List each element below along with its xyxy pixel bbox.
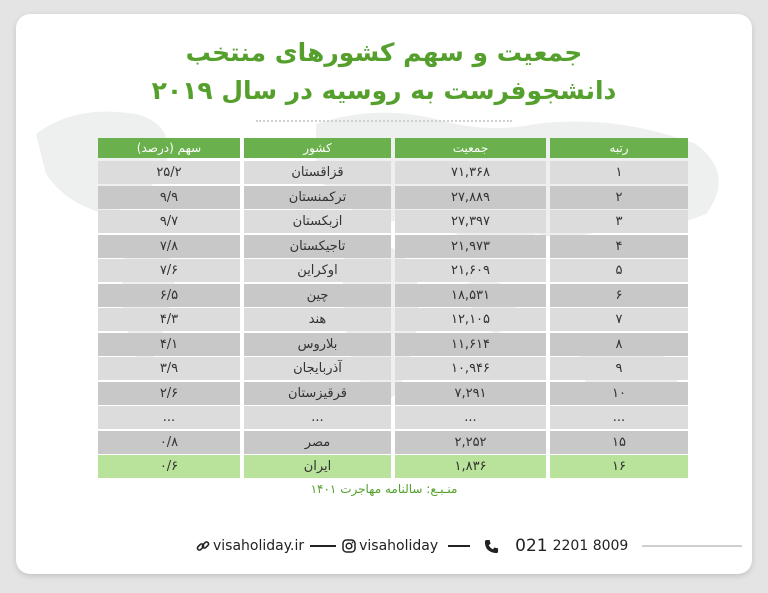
rank-cell: ۳ xyxy=(550,210,688,233)
population-cell: ۱۰,۹۴۶ xyxy=(395,357,546,380)
population-cell: ۱,۸۳۶ xyxy=(395,455,546,478)
data-table xyxy=(98,138,688,480)
table-row xyxy=(98,259,688,282)
footer-divider xyxy=(642,545,742,547)
share-cell: ۴/۱ xyxy=(98,333,240,356)
rank-cell: ... xyxy=(550,406,688,429)
website-link[interactable]: visaholiday.ir xyxy=(213,538,305,554)
population-cell: ۱۲,۱۰۵ xyxy=(395,308,546,331)
rank-cell: ۹ xyxy=(550,357,688,380)
table-body xyxy=(98,161,688,478)
contact-footer xyxy=(16,534,752,558)
rank-cell: ۷ xyxy=(550,308,688,331)
population-cell: ۷,۲۹۱ xyxy=(395,382,546,405)
country-cell: تاجیکستان xyxy=(244,235,391,258)
share-cell: ۹/۷ xyxy=(98,210,240,233)
title-divider xyxy=(256,120,512,122)
share-cell: ۰/۶ xyxy=(98,455,240,478)
table-row xyxy=(98,186,688,209)
table-row xyxy=(98,382,688,405)
rank-cell: ۶ xyxy=(550,284,688,307)
population-cell: ۱۸,۵۳۱ xyxy=(395,284,546,307)
country-cell: آذربایجان xyxy=(244,357,391,380)
population-cell: ۱۱,۶۱۴ xyxy=(395,333,546,356)
country-cell: اوکراین xyxy=(244,259,391,282)
share-cell: ۲/۶ xyxy=(98,382,240,405)
instagram-icon xyxy=(342,539,356,553)
table-row xyxy=(98,161,688,184)
population-cell: ۲۱,۹۷۳ xyxy=(395,235,546,258)
header-rank: رتبه xyxy=(550,138,688,158)
population-cell: ۲۷,۳۹۷ xyxy=(395,210,546,233)
header-population: جمعیت xyxy=(395,138,546,158)
share-cell: ۹/۹ xyxy=(98,186,240,209)
share-cell: ... xyxy=(98,406,240,429)
footer-divider xyxy=(310,545,336,547)
country-cell: مصر xyxy=(244,431,391,454)
footer-divider xyxy=(448,545,470,547)
header-share: سهم (درصد) xyxy=(98,138,240,158)
rank-cell: ۱ xyxy=(550,161,688,184)
population-cell: ۲,۲۵۲ xyxy=(395,431,546,454)
country-cell: ... xyxy=(244,406,391,429)
table-row xyxy=(98,235,688,258)
population-cell: ۲۱,۶۰۹ xyxy=(395,259,546,282)
population-cell: ۲۷,۸۸۹ xyxy=(395,186,546,209)
country-cell: ترکمنستان xyxy=(244,186,391,209)
phone-icon xyxy=(484,539,499,554)
country-cell: ایران xyxy=(244,455,391,478)
phone-prefix[interactable]: 021 xyxy=(515,536,548,556)
country-cell: بلاروس xyxy=(244,333,391,356)
table-row xyxy=(98,308,688,331)
country-cell: هند xyxy=(244,308,391,331)
population-cell: ... xyxy=(395,406,546,429)
table-row xyxy=(98,406,688,429)
population-cell: ۷۱,۳۶۸ xyxy=(395,161,546,184)
header-country: کشور xyxy=(244,138,391,158)
share-cell: ۷/۶ xyxy=(98,259,240,282)
share-cell: ۷/۸ xyxy=(98,235,240,258)
table-header-row xyxy=(98,138,688,158)
country-cell: چین xyxy=(244,284,391,307)
share-cell: ۳/۹ xyxy=(98,357,240,380)
rank-cell: ۱۵ xyxy=(550,431,688,454)
rank-cell: ۵ xyxy=(550,259,688,282)
rank-cell: ۲ xyxy=(550,186,688,209)
link-icon xyxy=(196,539,210,553)
country-cell: قرقیزستان xyxy=(244,382,391,405)
rank-cell: ۱۰ xyxy=(550,382,688,405)
title-line-1: جمعیت و سهم کشورهای منتخب xyxy=(185,38,583,67)
share-cell: ۲۵/۲ xyxy=(98,161,240,184)
share-cell: ۴/۳ xyxy=(98,308,240,331)
table-row xyxy=(98,357,688,380)
rank-cell: ۸ xyxy=(550,333,688,356)
rank-cell: ۱۶ xyxy=(550,455,688,478)
country-cell: ازبکستان xyxy=(244,210,391,233)
source-note: منـبـع: سالنامه مهاجرت ۱۴۰۱ xyxy=(310,482,458,496)
table-row xyxy=(98,431,688,454)
instagram-handle[interactable]: visaholiday xyxy=(359,538,439,554)
rank-cell: ۴ xyxy=(550,235,688,258)
share-cell: ۶/۵ xyxy=(98,284,240,307)
country-cell: قزاقستان xyxy=(244,161,391,184)
infographic-card xyxy=(16,14,752,574)
phone-number[interactable]: 2201 8009 xyxy=(552,538,629,554)
table-row-highlighted xyxy=(98,455,688,478)
table-row xyxy=(98,333,688,356)
title-line-2: دانشجوفرست به روسیه در سال ۲۰۱۹ xyxy=(151,76,617,105)
table-row xyxy=(98,210,688,233)
table-row xyxy=(98,284,688,307)
share-cell: ۰/۸ xyxy=(98,431,240,454)
